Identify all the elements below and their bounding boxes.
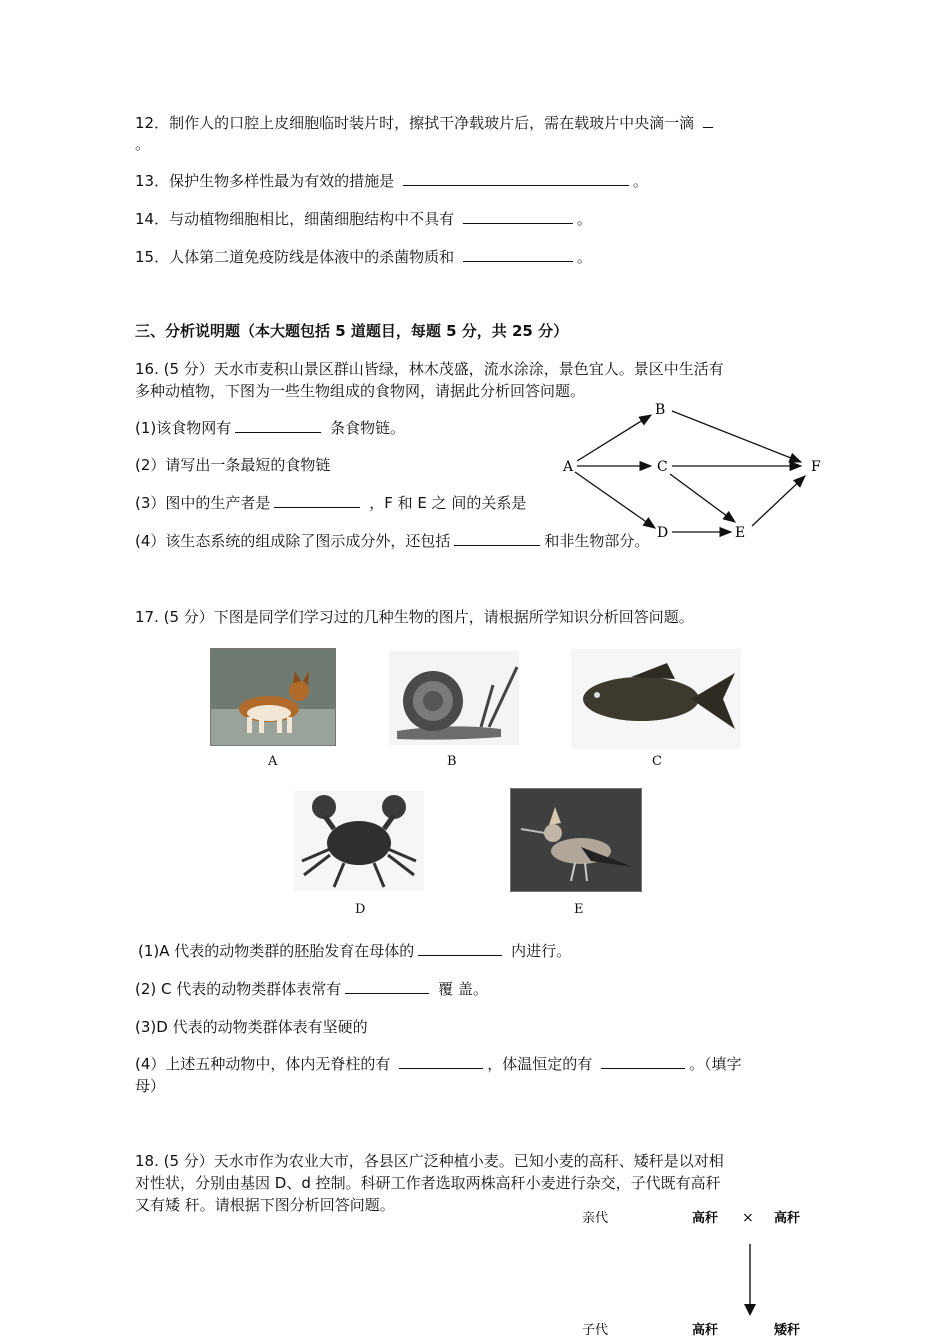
node-e: E	[735, 525, 746, 541]
bird-icon	[511, 789, 641, 891]
part-text: 。（填字	[688, 1055, 742, 1073]
question-12-text: 12．制作人的口腔上皮细胞临时装片时，擦拭干净载玻片后，需在载玻片中央滴一滴	[135, 114, 695, 132]
question-16-intro-line2: 多种动植物，下图为一些生物组成的食物网，请据此分析回答问题。	[135, 382, 586, 400]
part-text: ，F 和 E 之 间的关系是	[369, 494, 527, 512]
answer-blank[interactable]	[399, 1053, 483, 1069]
part-text: (3）图中的生产者是	[135, 494, 271, 512]
question-12	[135, 112, 717, 134]
question-12-tail: 。	[135, 135, 151, 153]
question-17-part2	[135, 978, 488, 1000]
offspring-1: 高秆	[692, 1323, 719, 1338]
punctuation: 。	[576, 210, 592, 228]
part-text: (1)该食物网有	[135, 419, 232, 437]
answer-blank[interactable]	[403, 170, 629, 186]
parent-1: 高秆	[692, 1211, 719, 1226]
part-text: 覆 盖。	[438, 980, 488, 998]
node-f: F	[811, 459, 821, 475]
part-text: 和非生物部分。	[544, 532, 650, 550]
question-18-intro-line1: 18. (5 分）天水市作为农业大市，各县区广泛种植小麦。已知小麦的高秆、矮秆是以对相	[135, 1152, 724, 1170]
photo-label-a: A	[268, 754, 278, 769]
answer-blank[interactable]	[235, 417, 321, 433]
fish-icon	[571, 649, 741, 749]
offspring-2: 矮秆	[774, 1323, 801, 1338]
question-17-part4-line2: 母）	[135, 1077, 166, 1095]
question-16-part2: (2）请写出一条最短的食物链	[135, 456, 331, 474]
question-16-intro-line1: 16. (5 分）天水市麦积山景区群山皆绿，林木茂盛，流水涂涂，景色宜人。景区中生活有	[135, 360, 724, 378]
dog-icon	[211, 649, 335, 745]
snail-icon	[389, 651, 519, 745]
offspring-label: 子代	[582, 1323, 609, 1338]
photo-label-c: C	[652, 754, 662, 769]
question-15-text: 15．人体第二道免疫防线是体液中的杀菌物质和	[135, 248, 455, 266]
part-text: (4）该生态系统的组成除了图示成分外，还包括	[135, 532, 451, 550]
question-16-part1	[135, 417, 405, 439]
question-17-part4	[135, 1053, 742, 1075]
answer-blank[interactable]	[463, 246, 573, 262]
answer-blank[interactable]	[463, 208, 573, 224]
photo-label-d: D	[355, 902, 366, 917]
question-14-text: 14．与动植物细胞相比，细菌细胞结构中不具有	[135, 210, 455, 228]
food-web-diagram	[555, 398, 835, 546]
part-text: ，体温恒定的有	[487, 1055, 593, 1073]
part-text: (2) C 代表的动物类群体表常有	[135, 980, 342, 998]
fish-photo	[570, 648, 742, 750]
dog-photo	[210, 648, 336, 746]
bird-photo	[510, 788, 642, 892]
crab-icon	[294, 791, 424, 891]
node-b: B	[655, 402, 666, 418]
genetic-cross-diagram	[570, 1200, 840, 1344]
part-text: 条食物链。	[330, 419, 406, 437]
part-text: (4）上述五种动物中，体内无脊柱的有	[135, 1055, 391, 1073]
snail-photo	[388, 650, 520, 746]
arrow-a-b	[577, 415, 651, 461]
answer-blank[interactable]	[703, 112, 713, 128]
answer-blank[interactable]	[601, 1053, 685, 1069]
cross-symbol: ×	[742, 1210, 754, 1226]
punctuation: 。	[632, 172, 648, 190]
node-c: C	[657, 459, 668, 475]
photo-label-e: E	[574, 902, 584, 917]
question-18-intro-line3: 又有矮 秆。请根据下图分析回答问题。	[135, 1196, 395, 1214]
arrow-b-f	[672, 411, 801, 462]
punctuation: 。	[576, 248, 592, 266]
question-18-intro-line2: 对性状，分别由基因 D、d 控制。科研工作者选取两株高秆小麦进行杂交，子代既有高秆	[135, 1174, 721, 1192]
answer-blank[interactable]	[454, 530, 540, 546]
arrow-e-f	[752, 476, 805, 526]
arrow-a-d	[575, 472, 655, 528]
question-13-text: 13．保护生物多样性最为有效的措施是	[135, 172, 395, 190]
question-15	[135, 246, 592, 268]
node-d: D	[657, 525, 669, 541]
arrow-c-e	[670, 474, 735, 522]
answer-blank[interactable]	[345, 978, 429, 994]
crab-photo	[293, 790, 425, 892]
answer-blank[interactable]	[274, 492, 360, 508]
question-13	[135, 170, 648, 192]
parent-2: 高秆	[774, 1211, 801, 1226]
question-17-part1	[138, 940, 571, 962]
part-text: (1)A 代表的动物类群的胚胎发育在母体的	[138, 942, 415, 960]
photo-label-b: B	[447, 754, 457, 769]
answer-blank[interactable]	[418, 940, 502, 956]
parent-label: 亲代	[582, 1211, 609, 1226]
question-14	[135, 208, 592, 230]
question-17-intro: 17. (5 分）下图是同学们学习过的几种生物的图片，请根据所学知识分析回答问题。	[135, 608, 694, 626]
question-17-part3: (3)D 代表的动物类群体表有坚硬的	[135, 1018, 368, 1036]
question-16-part3	[135, 492, 526, 514]
node-a: A	[563, 459, 574, 475]
section-3-heading: 三、分析说明题（本大题包括 5 道题目，每题 5 分，共 25 分）	[135, 322, 569, 340]
part-text: 内进行。	[511, 942, 572, 960]
arrow-down-icon	[744, 1304, 756, 1316]
